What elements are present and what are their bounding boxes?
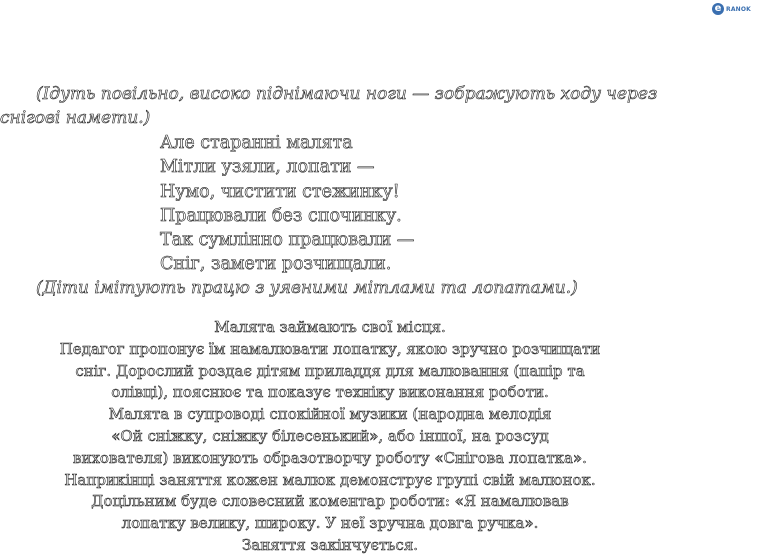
narrative-line: Доцільним буде словесний коментар роботи: «Я намалював <box>91 492 569 511</box>
poem-line: Працювали без спочинку. <box>160 205 402 226</box>
logo-text: RANOK <box>726 5 752 13</box>
stage-direction-1-line-2: снігові намети.) <box>0 108 151 128</box>
stage-direction-2: (Діти імітують працю з уявними мітлами та лопатами.) <box>36 278 578 298</box>
publisher-logo <box>712 2 751 16</box>
stage-direction-1-line-1: (Ідуть повільно, високо піднімаючи ноги — зображують ходу через <box>36 84 658 104</box>
poem-line: Так сумлінно працювали — <box>160 230 415 251</box>
poem-line: Сніг, замети розчищали. <box>160 254 392 275</box>
logo-e-icon: e <box>712 3 724 15</box>
narrative-line: Педагог пропонує їм намалювати лопатку, якою зручно розчищати <box>59 339 601 358</box>
stage-direction-1 <box>0 82 690 130</box>
narrative-line: олівці), пояснює та показує техніку виконання роботи. <box>111 383 549 402</box>
poem-line: Нумо, чистити стежинку! <box>160 181 400 202</box>
narrative-paragraph <box>0 317 660 557</box>
narrative-line: «Ой сніжку, сніжку білесенький», або іншої, на розсуд <box>111 426 549 445</box>
poem <box>160 131 414 277</box>
narrative-line: сніг. Дорослий роздає дітям приладдя для малювання (папір та <box>75 361 585 380</box>
narrative-line: Заняття закінчується. <box>241 535 419 554</box>
narrative-line: Малята займають свої місця. <box>214 318 446 336</box>
narrative-line: вихователя) виконують образотворчу роботу «Снігова лопатка». <box>73 448 587 467</box>
poem-line: Мітли узяли, лопати — <box>160 157 375 178</box>
poem-line: Але старанні малята <box>160 133 353 153</box>
narrative-line: Наприкінці заняття кожен малюк демонструє групі свій малюнок. <box>64 470 596 489</box>
narrative-line: лопатку велику, широку. У неї зручна довга ручка». <box>121 514 539 533</box>
narrative-line: Малята в супроводі спокійної музики (народна мелодія <box>108 405 552 424</box>
